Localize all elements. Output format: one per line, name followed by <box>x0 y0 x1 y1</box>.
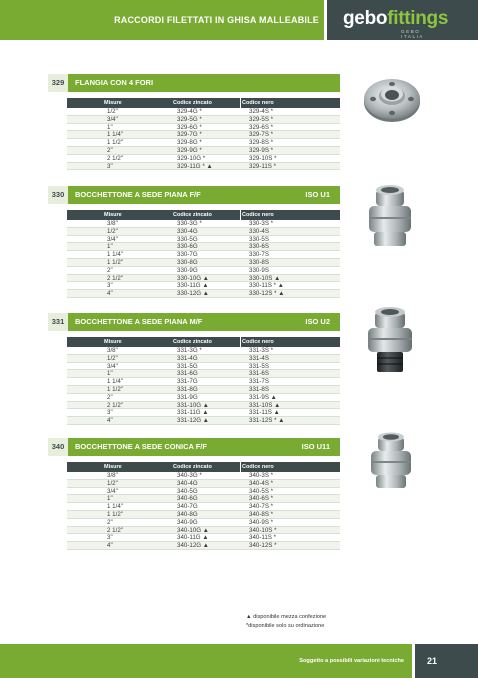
cell-codice-zincato: 330-9G <box>177 266 198 274</box>
cell-codice-zincato: 330-4G <box>177 227 198 235</box>
cell-misura: 4" <box>107 417 113 425</box>
cell-misura: 2" <box>107 146 113 154</box>
column-codice-nero: Codice nero <box>242 339 274 345</box>
union-mf-product-image <box>365 306 415 378</box>
table-header <box>67 337 340 347</box>
cell-codice-zincato: 329-11G * ▲ <box>177 162 213 170</box>
cell-codice-zincato: 340-10G ▲ <box>177 526 209 534</box>
cell-codice-nero: 340-8S * <box>249 510 274 518</box>
column-codice-nero: Codice nero <box>242 212 274 218</box>
cell-codice-nero: 329-7S * <box>249 131 274 139</box>
cell-misura: 1 1/4" <box>107 503 123 511</box>
cell-misura: 3/4" <box>107 235 118 243</box>
cell-codice-zincato: 340-8G <box>177 510 198 518</box>
cell-misura: 3" <box>107 409 113 417</box>
cell-codice-nero: 330-3S * <box>249 220 274 227</box>
cell-codice-zincato: 331-10G ▲ <box>177 401 209 409</box>
table-row <box>67 251 340 259</box>
table-row <box>67 220 340 228</box>
cell-codice-nero: 331-8S <box>249 385 269 393</box>
column-misure: Misure <box>104 464 122 470</box>
column-misure: Misure <box>104 100 122 106</box>
flange-product-image <box>362 72 422 126</box>
cell-codice-zincato: 329-5G * <box>177 115 202 123</box>
section-340 <box>48 438 340 550</box>
cell-codice-zincato: 330-6G <box>177 243 198 251</box>
cell-codice-nero: 329-11S * <box>249 162 277 170</box>
gebofittings-logo <box>343 8 449 39</box>
section-number: 340 <box>48 438 68 456</box>
cell-codice-zincato: 330-5G <box>177 235 198 243</box>
table-row <box>67 386 340 394</box>
cell-codice-nero: 340-11S * <box>249 534 277 542</box>
cell-codice-zincato: 329-4G * <box>177 108 202 115</box>
table-row <box>67 534 340 542</box>
table-row <box>67 394 340 402</box>
cell-misura: 2 1/2" <box>107 274 123 282</box>
cell-codice-nero: 340-12S * <box>249 542 277 550</box>
table-header <box>67 462 340 472</box>
cell-codice-nero: 329-5S * <box>249 115 274 123</box>
cell-codice-nero: 340-3S * <box>249 472 274 479</box>
table-row <box>67 155 340 163</box>
section-number: 331 <box>48 313 68 331</box>
cell-codice-zincato: 331-12G ▲ <box>177 417 209 425</box>
product-table <box>67 98 340 170</box>
table-row <box>67 131 340 139</box>
cell-misura: 4" <box>107 542 113 550</box>
table-header <box>67 210 340 220</box>
column-codice-zincato: Codice zincato <box>173 464 212 470</box>
table-row <box>67 542 340 550</box>
table-row <box>67 236 340 244</box>
section-number: 329 <box>48 74 68 92</box>
table-row <box>67 347 340 355</box>
cell-misura: 1 1/4" <box>107 251 123 259</box>
cell-codice-zincato: 331-8G <box>177 385 198 393</box>
cell-codice-zincato: 330-3G * <box>177 220 202 227</box>
union-conical-product-image <box>368 432 414 494</box>
table-row <box>67 488 340 496</box>
legend-on-order: *disponibile solo su ordinazione <box>246 623 325 629</box>
cell-codice-nero: 329-10S * <box>249 154 277 162</box>
cell-codice-nero: 340-5S * <box>249 487 274 495</box>
cell-misura: 1/2" <box>107 354 118 362</box>
cell-codice-nero: 330-4S <box>249 227 269 235</box>
table-row <box>67 116 340 124</box>
cell-codice-zincato: 329-7G * <box>177 131 202 139</box>
logo-fittings-text: fittings <box>387 8 449 29</box>
cell-codice-nero: 329-4S * <box>249 108 274 115</box>
logo-gebo-text: gebo <box>343 8 388 29</box>
cell-codice-zincato: 340-7G <box>177 503 198 511</box>
section-title: BOCCHETTONE A SEDE PIANA M/F <box>75 317 203 326</box>
cell-codice-nero: 331-7S <box>249 378 269 386</box>
cell-misura: 2" <box>107 393 113 401</box>
section-title: BOCCHETTONE A SEDE PIANA F/F <box>75 190 201 199</box>
cell-codice-nero: 330-9S <box>249 266 269 274</box>
table-row <box>67 259 340 267</box>
table-row <box>67 472 340 480</box>
cell-codice-nero: 340-4S * <box>249 479 274 487</box>
cell-misura: 1 1/2" <box>107 385 123 393</box>
table-row <box>67 370 340 378</box>
cell-codice-zincato: 330-11G ▲ <box>177 282 209 290</box>
page-title: RACCORDI FILETTATI IN GHISA MALLEABILE <box>114 15 319 25</box>
cell-codice-zincato: 329-9G * <box>177 146 202 154</box>
table-row <box>67 402 340 410</box>
cell-misura: 2 1/2" <box>107 526 123 534</box>
section-number: 330 <box>48 186 68 204</box>
product-table <box>67 337 340 425</box>
cell-codice-zincato: 329-8G * <box>177 139 202 147</box>
table-row <box>67 503 340 511</box>
cell-codice-zincato: 329-6G * <box>177 123 202 131</box>
column-separator <box>240 210 241 220</box>
table-row <box>67 511 340 519</box>
section-header <box>48 74 340 92</box>
cell-codice-nero: 330-12S * ▲ <box>249 290 285 298</box>
logo-subtitle: GEBO ITALIA <box>401 29 425 39</box>
cell-misura: 2" <box>107 518 113 526</box>
cell-codice-zincato: 331-4G <box>177 354 198 362</box>
union-ff-product-image <box>365 184 415 252</box>
cell-codice-nero: 330-6S <box>249 243 269 251</box>
table-row <box>67 139 340 147</box>
cell-codice-zincato: 340-11G ▲ <box>177 534 209 542</box>
product-table <box>67 210 340 298</box>
section-iso-code: ISO U2 <box>305 317 330 326</box>
table-row <box>67 378 340 386</box>
cell-misura: 1" <box>107 495 113 503</box>
cell-misura: 1 1/4" <box>107 131 123 139</box>
table-header <box>67 98 340 108</box>
cell-codice-nero: 331-9S ▲ <box>249 393 277 401</box>
cell-misura: 2 1/2" <box>107 154 123 162</box>
cell-codice-nero: 340-9S * <box>249 518 274 526</box>
table-row <box>67 290 340 298</box>
cell-codice-nero: 329-6S * <box>249 123 274 131</box>
cell-misura: 1/2" <box>107 479 118 487</box>
column-codice-zincato: Codice zincato <box>173 100 212 106</box>
cell-misura: 1 1/2" <box>107 258 123 266</box>
section-329 <box>48 74 340 170</box>
cell-misura: 1/2" <box>107 108 118 115</box>
table-row <box>67 275 340 283</box>
legend-half-pack: ▲ disponibile mezza confezione <box>246 614 327 620</box>
table-row <box>67 228 340 236</box>
cell-codice-zincato: 330-12G ▲ <box>177 290 209 298</box>
table-row <box>67 355 340 363</box>
cell-codice-zincato: 340-5G <box>177 487 198 495</box>
table-row <box>67 282 340 290</box>
cell-codice-zincato: 331-6G <box>177 370 198 378</box>
cell-codice-zincato: 331-3G * <box>177 347 202 354</box>
cell-misura: 1/2" <box>107 227 118 235</box>
column-codice-nero: Codice nero <box>242 100 274 106</box>
cell-misura: 1 1/2" <box>107 139 123 147</box>
table-row <box>67 480 340 488</box>
section-iso-code: ISO U11 <box>301 442 330 451</box>
cell-codice-zincato: 329-10G * <box>177 154 206 162</box>
cell-misura: 1 1/2" <box>107 510 123 518</box>
section-331 <box>48 313 340 425</box>
cell-codice-nero: 331-11S ▲ <box>249 409 280 417</box>
table-row <box>67 147 340 155</box>
cell-codice-zincato: 330-8G <box>177 258 198 266</box>
cell-codice-nero: 331-3S * <box>249 347 274 354</box>
cell-misura: 3/8" <box>107 472 118 479</box>
cell-codice-zincato: 331-9G <box>177 393 198 401</box>
section-title: FLANGIA CON 4 FORI <box>75 78 154 87</box>
cell-misura: 3/8" <box>107 347 118 354</box>
column-separator <box>240 337 241 347</box>
cell-codice-zincato: 330-7G <box>177 251 198 259</box>
table-row <box>67 409 340 417</box>
cell-codice-nero: 330-8S <box>249 258 269 266</box>
cell-codice-nero: 330-7S <box>249 251 269 259</box>
table-row <box>67 495 340 503</box>
page-number: 21 <box>426 656 437 666</box>
table-row <box>67 267 340 275</box>
column-codice-zincato: Codice zincato <box>173 339 212 345</box>
column-separator <box>240 98 241 108</box>
section-header <box>48 438 340 456</box>
cell-misura: 3" <box>107 534 113 542</box>
cell-codice-nero: 331-6S <box>249 370 269 378</box>
cell-codice-nero: 340-10S * <box>249 526 277 534</box>
section-title: BOCCHETTONE A SEDE CONICA F/F <box>75 442 207 451</box>
table-row <box>67 124 340 132</box>
cell-misura: 4" <box>107 290 113 298</box>
cell-codice-zincato: 331-7G <box>177 378 198 386</box>
column-codice-zincato: Codice zincato <box>173 212 212 218</box>
cell-misura: 2 1/2" <box>107 401 123 409</box>
cell-misura: 1" <box>107 123 113 131</box>
cell-codice-nero: 330-5S <box>249 235 269 243</box>
cell-codice-nero: 330-10S ▲ <box>249 274 281 282</box>
column-separator <box>240 462 241 472</box>
cell-codice-nero: 329-8S * <box>249 139 274 147</box>
cell-misura: 3/8" <box>107 220 118 227</box>
cell-misura: 3" <box>107 282 113 290</box>
cell-codice-zincato: 340-9G <box>177 518 198 526</box>
cell-codice-nero: 340-6S * <box>249 495 274 503</box>
column-misure: Misure <box>104 212 122 218</box>
table-row <box>67 243 340 251</box>
section-header <box>48 313 340 331</box>
cell-codice-nero: 329-9S * <box>249 146 274 154</box>
cell-codice-nero: 331-10S ▲ <box>249 401 281 409</box>
table-row <box>67 519 340 527</box>
table-row <box>67 163 340 171</box>
product-table <box>67 462 340 550</box>
table-row <box>67 527 340 535</box>
cell-codice-zincato: 331-5G <box>177 362 198 370</box>
cell-codice-zincato: 340-4G <box>177 479 198 487</box>
column-codice-nero: Codice nero <box>242 464 274 470</box>
cell-misura: 3/4" <box>107 487 118 495</box>
cell-codice-zincato: 340-3G * <box>177 472 202 479</box>
cell-misura: 1" <box>107 243 113 251</box>
section-header <box>48 186 340 204</box>
cell-codice-nero: 331-4S <box>249 354 269 362</box>
cell-misura: 2" <box>107 266 113 274</box>
cell-misura: 3/4" <box>107 362 118 370</box>
section-330 <box>48 186 340 298</box>
cell-codice-nero: 340-7S * <box>249 503 274 511</box>
cell-codice-nero: 330-11S * ▲ <box>249 282 284 290</box>
cell-codice-nero: 331-5S <box>249 362 269 370</box>
column-misure: Misure <box>104 339 122 345</box>
cell-codice-zincato: 340-6G <box>177 495 198 503</box>
cell-codice-nero: 331-12S * ▲ <box>249 417 285 425</box>
cell-codice-zincato: 340-12G ▲ <box>177 542 209 550</box>
cell-misura: 3" <box>107 162 113 170</box>
section-iso-code: ISO U1 <box>305 190 330 199</box>
cell-misura: 3/4" <box>107 115 118 123</box>
footer-note: Soggetto a possibili variazioni tecniche <box>299 658 404 664</box>
table-row <box>67 363 340 371</box>
cell-misura: 1" <box>107 370 113 378</box>
cell-codice-zincato: 331-11G ▲ <box>177 409 209 417</box>
cell-misura: 1 1/4" <box>107 378 123 386</box>
cell-codice-zincato: 330-10G ▲ <box>177 274 209 282</box>
table-row <box>67 108 340 116</box>
table-row <box>67 417 340 425</box>
